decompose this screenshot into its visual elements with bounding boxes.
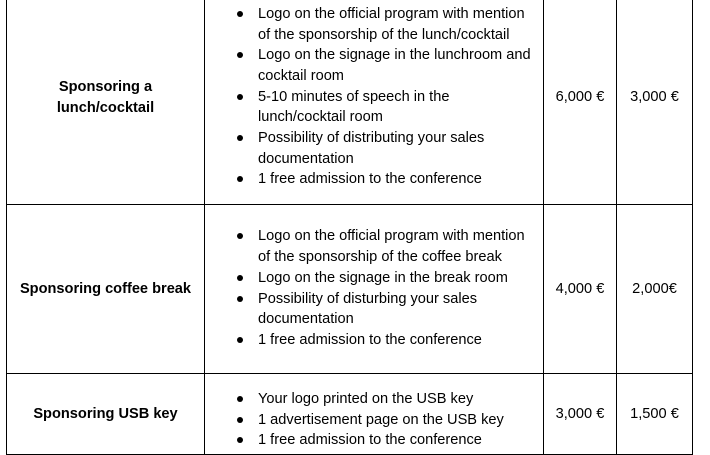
feature-item: 1 free admission to the conference	[205, 330, 537, 351]
price-cell: 6,000 €	[544, 0, 617, 205]
feature-list	[205, 4, 543, 190]
feature-item: Logo on the signage in the lunchroom and cocktail room	[205, 45, 537, 86]
feature-item: Your logo printed on the USB key	[205, 389, 537, 410]
feature-list	[205, 389, 543, 451]
reduced-price-cell: 1,500 €	[617, 374, 693, 455]
feature-list	[205, 226, 543, 350]
table-row	[7, 205, 693, 374]
package-name-cell	[7, 205, 205, 374]
feature-item: Possibility of disturbing your sales documentation	[205, 289, 537, 330]
package-name-cell	[7, 0, 205, 205]
feature-item: 1 advertisement page on the USB key	[205, 410, 537, 431]
package-name-line: lunch/cocktail	[56, 99, 155, 116]
feature-item: 1 free admission to the conference	[205, 430, 537, 451]
price-cell: 3,000 €	[544, 374, 617, 455]
features-cell	[205, 374, 544, 455]
package-name-line: Sponsoring USB key	[33, 405, 178, 422]
feature-item: Logo on the signage in the break room	[205, 268, 537, 289]
table-row	[7, 0, 693, 205]
features-cell	[205, 205, 544, 374]
feature-item: 1 free admission to the conference	[205, 169, 537, 190]
package-name-line: Sponsoring coffee break	[19, 280, 192, 297]
feature-item: 5-10 minutes of speech in the lunch/cocktail room	[205, 87, 537, 128]
feature-item: Logo on the official program with mention of the sponsorship of the coffee break	[205, 226, 537, 267]
features-cell	[205, 0, 544, 205]
sponsorship-table	[6, 0, 693, 455]
package-name-line: Sponsoring a	[58, 78, 153, 95]
package-name-cell	[7, 374, 205, 455]
reduced-price-cell: 3,000 €	[617, 0, 693, 205]
feature-item: Possibility of distributing your sales documentation	[205, 128, 537, 169]
reduced-price-cell: 2,000€	[617, 205, 693, 374]
price-cell: 4,000 €	[544, 205, 617, 374]
table-row	[7, 374, 693, 455]
feature-item: Logo on the official program with mention of the sponsorship of the lunch/cocktail	[205, 4, 537, 45]
